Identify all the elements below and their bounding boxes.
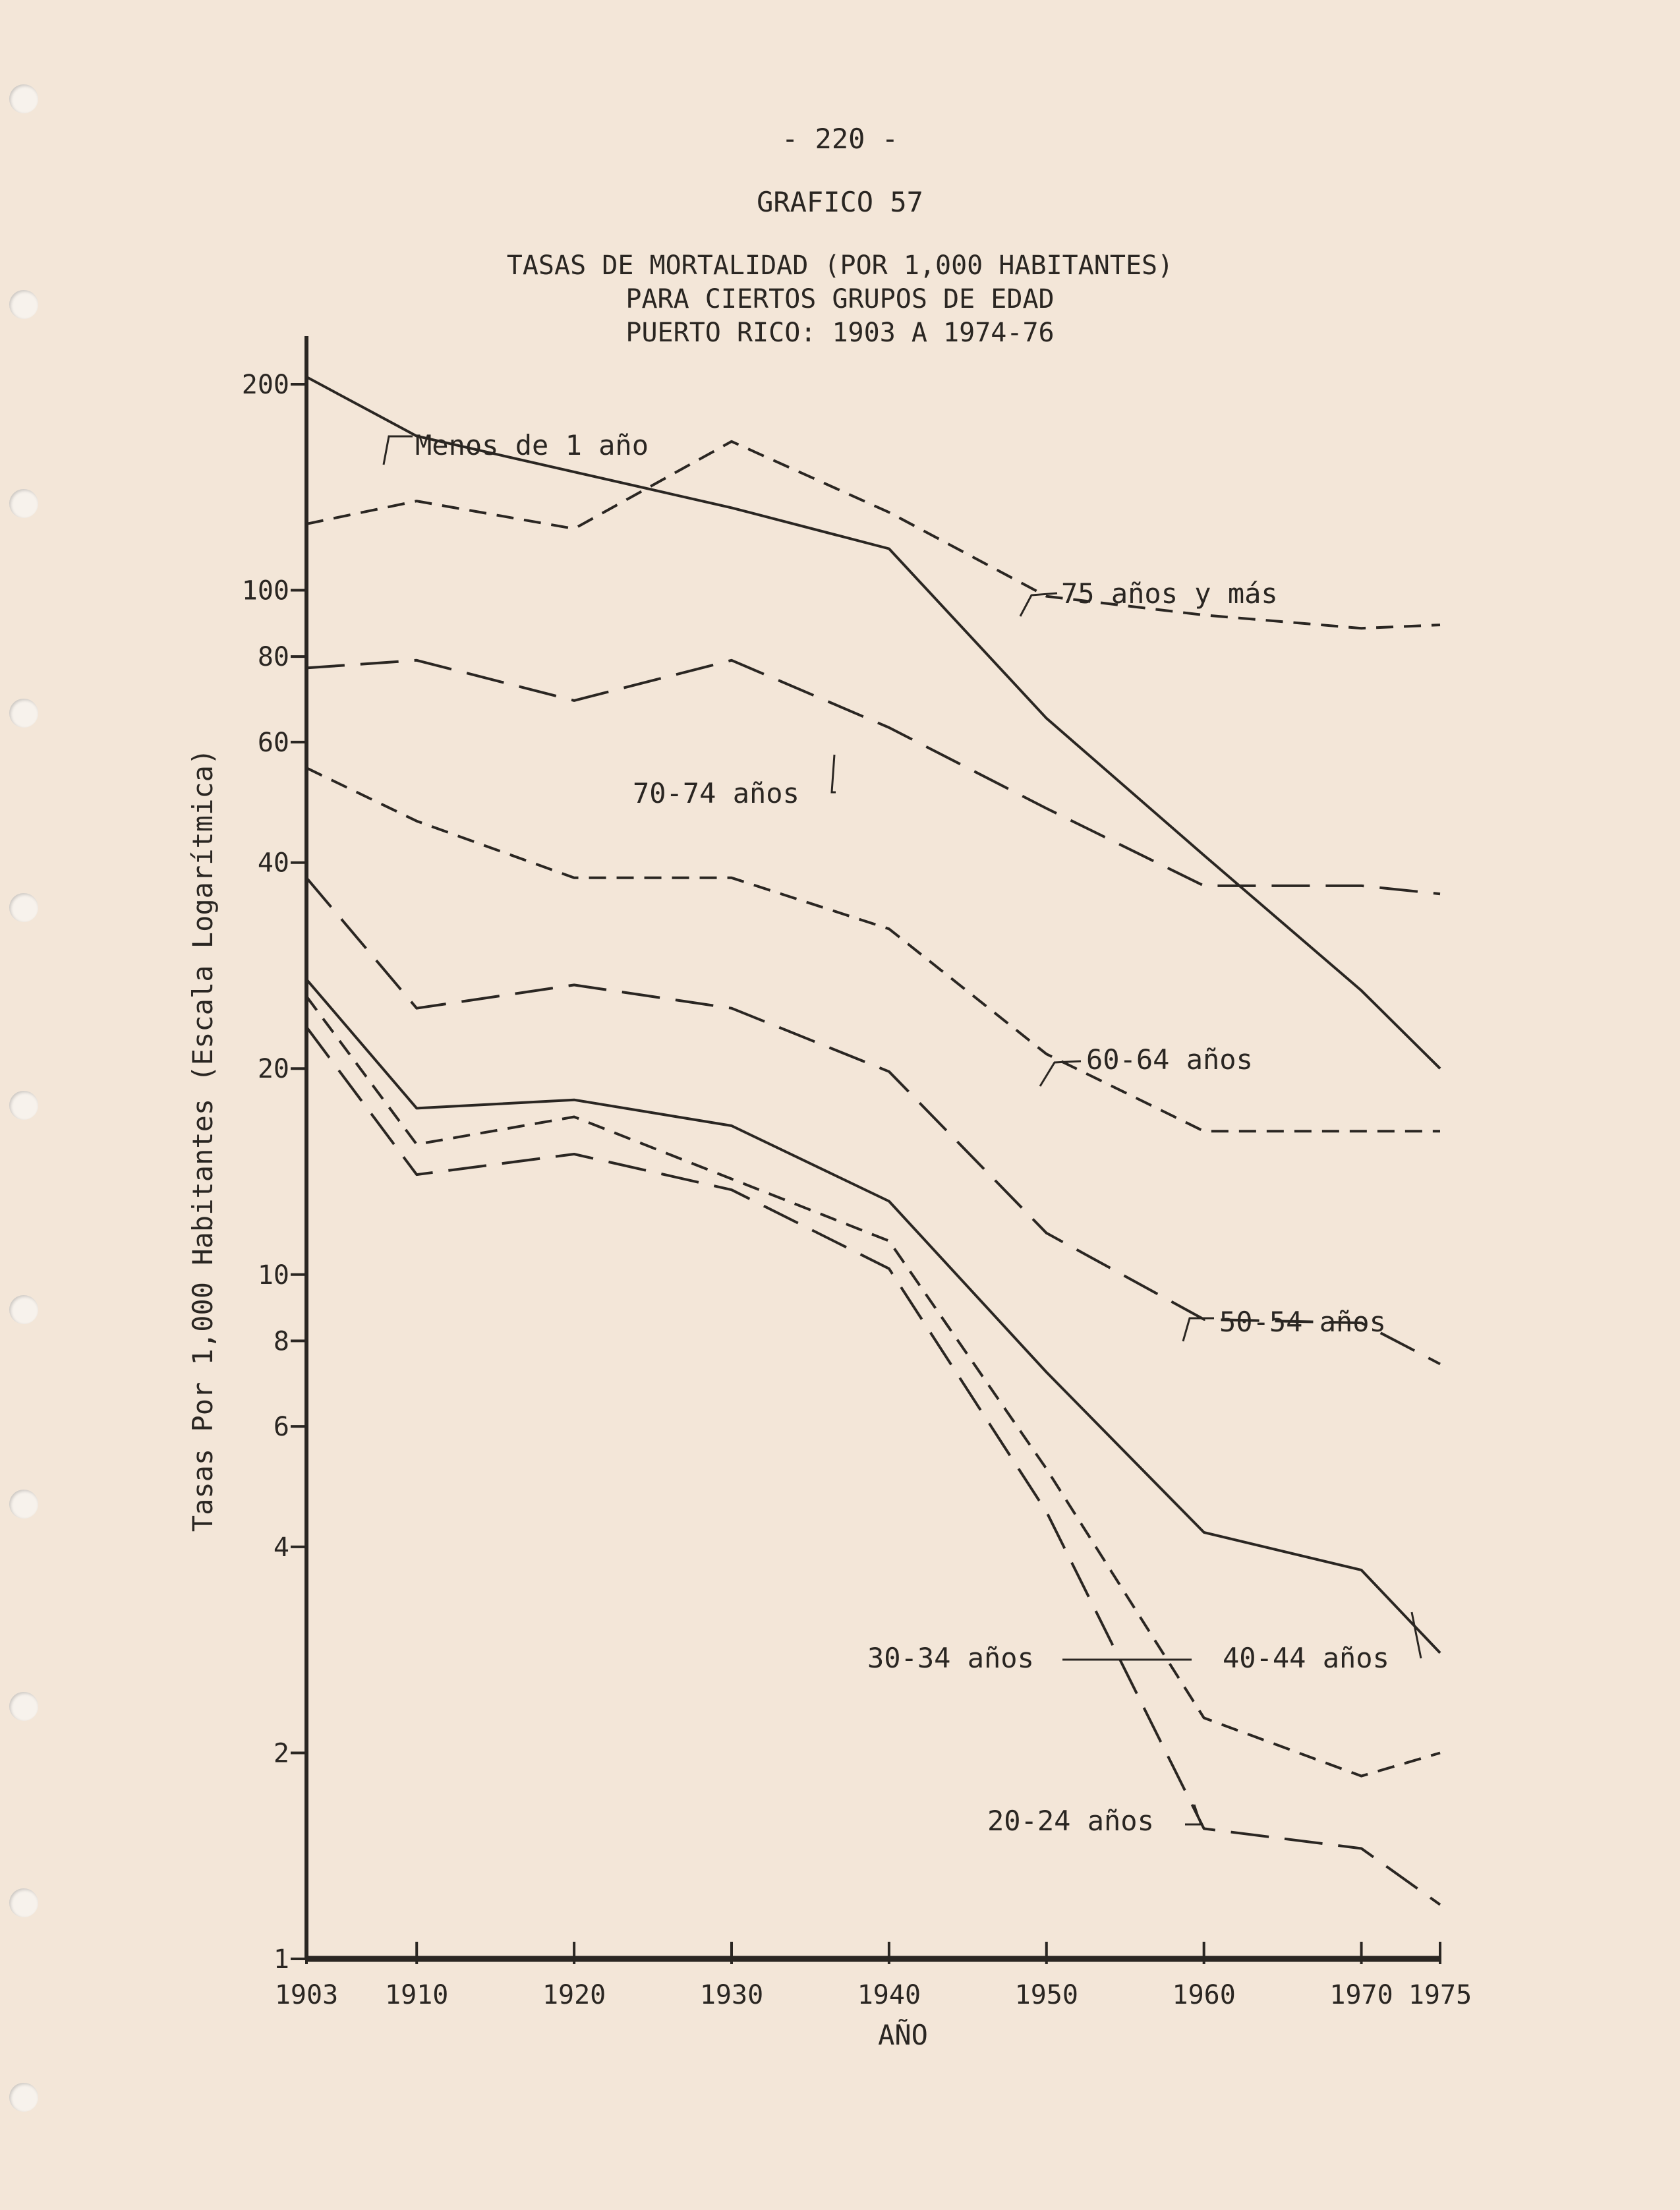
x-tick-label: 1903 [274, 1980, 339, 2010]
label-60-64-anos: 60-64 años [1086, 1043, 1253, 1076]
label-pointer-70-74-anos [832, 755, 836, 792]
label-30-34-anos: 30-34 años [867, 1642, 1034, 1674]
y-tick-label: 4 [273, 1532, 289, 1563]
y-tick-label: 6 [273, 1412, 289, 1443]
x-tick-label: 1910 [385, 1980, 449, 2010]
chart-title-line-3: PUERTO RICO: 1903 A 1974-76 [625, 318, 1055, 348]
x-axis-title: AÑO [878, 2019, 928, 2051]
x-tick-label: 1940 [857, 1980, 921, 2010]
label-75-anos-y-mas: 75 años y más [1061, 577, 1278, 610]
label-70-74-anos: 70-74 años [633, 777, 799, 809]
label-pointer-50-54-anos [1183, 1318, 1214, 1341]
x-tick-label: 1950 [1014, 1980, 1078, 2010]
series-labels [384, 429, 1421, 1837]
y-tick-label: 1 [273, 1944, 289, 1975]
y-tick-label: 200 [241, 370, 289, 401]
y-tick-label: 80 [257, 642, 289, 673]
chart-label: GRAFICO 57 [757, 186, 923, 218]
y-tick-label: 40 [257, 848, 289, 879]
y-tick-label: 10 [257, 1260, 289, 1291]
y-axis-title: Tasas Por 1,000 Habitantes (Escala Logarítmica) [187, 748, 219, 1532]
series-line-70-74-anos [306, 660, 1440, 894]
label-pointer-40-44-anos [1412, 1612, 1421, 1658]
y-tick-label: 100 [241, 575, 289, 606]
series-line-50-54-anos [306, 878, 1440, 1364]
chart-title-line-1: TASAS DE MORTALIDAD (POR 1,000 HABITANTES) [506, 250, 1174, 281]
x-tick-label: 1975 [1408, 1980, 1472, 2010]
label-50-54-anos: 50-54 años [1219, 1306, 1386, 1338]
label-menos-de-1-ano: Menos de 1 año [415, 429, 649, 461]
y-tick-label: 20 [257, 1054, 289, 1085]
label-40-44-anos: 40-44 años [1223, 1642, 1389, 1674]
y-tick-label: 2 [273, 1738, 289, 1769]
series-line-menos-de-1-ano [306, 377, 1440, 1068]
x-tick-label: 1960 [1172, 1980, 1236, 2010]
y-tick-label: 60 [257, 727, 289, 758]
x-tick-label: 1970 [1329, 1980, 1393, 2010]
page-number: - 220 - [781, 123, 898, 155]
x-tick-label: 1930 [699, 1980, 764, 2010]
chart-title-line-2: PARA CIERTOS GRUPOS DE EDAD [625, 284, 1055, 314]
label-pointer-60-64-anos [1040, 1061, 1081, 1086]
y-tick-label: 8 [273, 1326, 289, 1357]
series-line-60-64-anos [306, 768, 1440, 1131]
series-line-20-24-anos [306, 1027, 1440, 1905]
label-pointer-menos-de-1-ano [384, 436, 413, 465]
axes [187, 336, 1472, 2051]
label-20-24-anos: 20-24 años [987, 1805, 1154, 1837]
x-tick-label: 1920 [542, 1980, 606, 2010]
